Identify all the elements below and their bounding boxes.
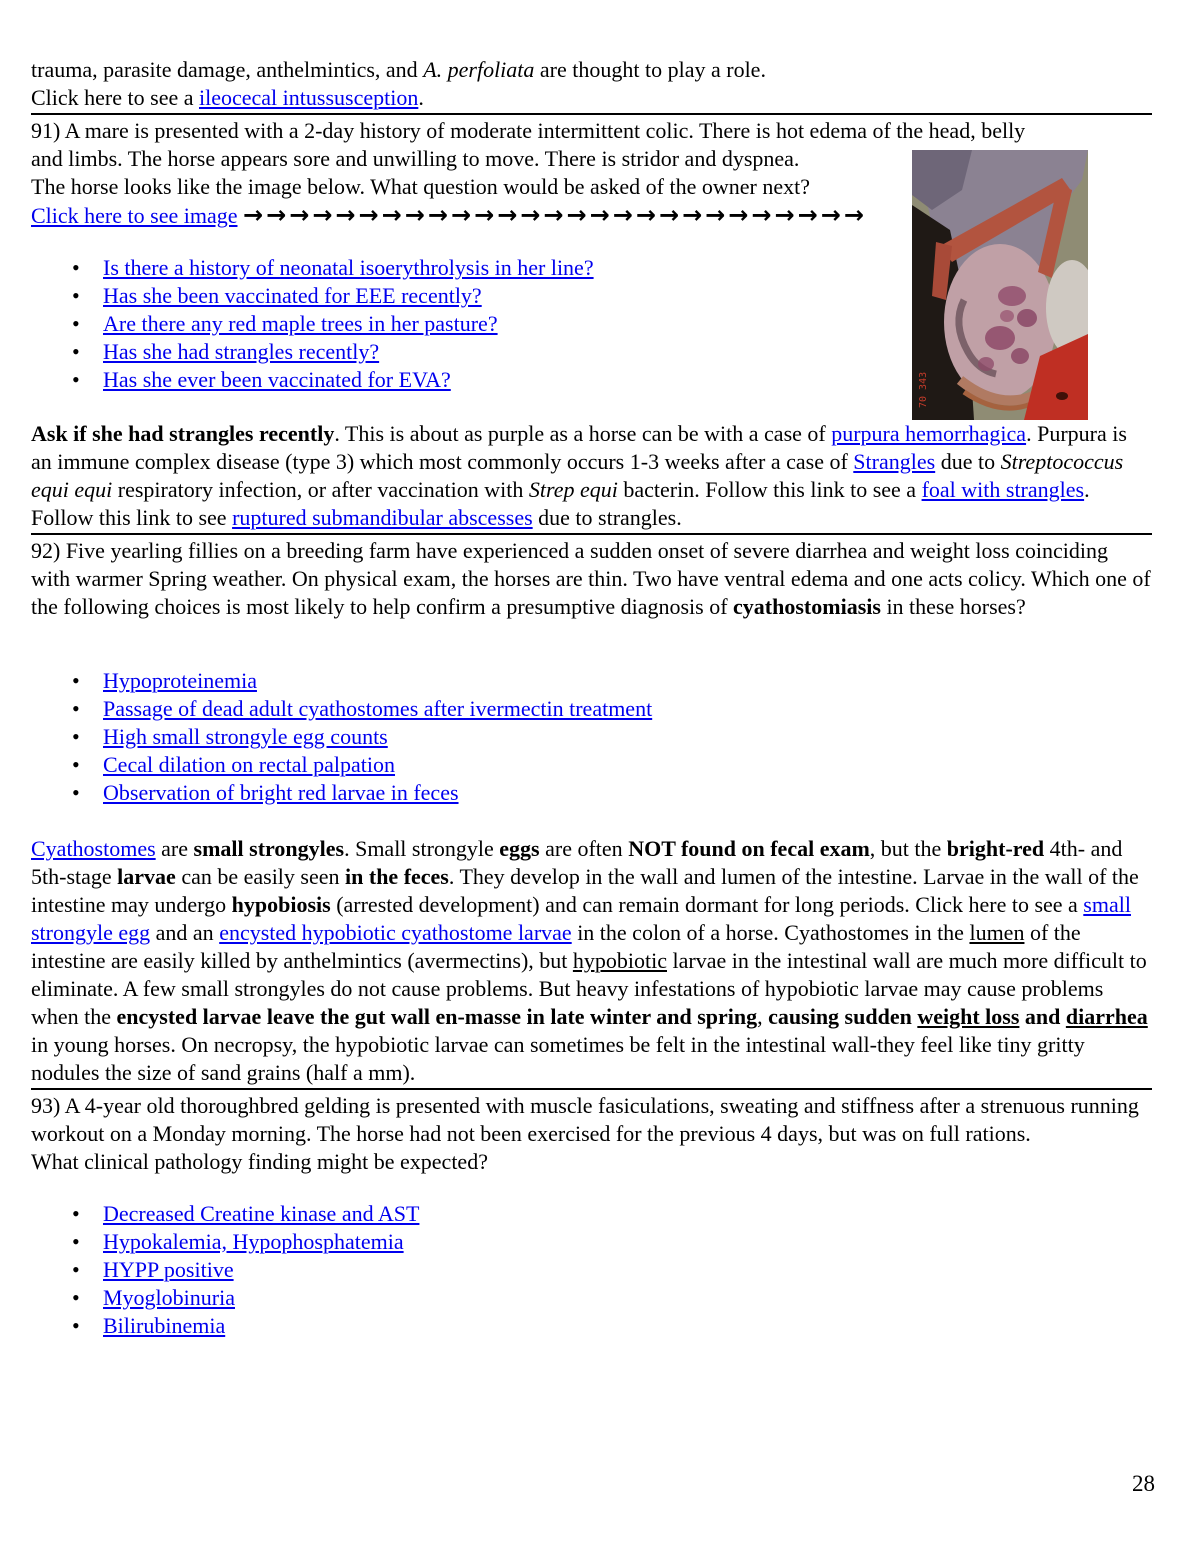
option-link-cecal-dilation[interactable]: Cecal dilation on rectal palpation	[103, 752, 396, 777]
text-run: larvae in the intestinal wall are much more difficult to eliminate. A few small strongyles do not cause problems. But heavy infestations of hypobiotic larvae may cause problems when the	[31, 948, 1147, 1029]
purpura-blotch	[1011, 348, 1029, 364]
answer-92-paragraph	[31, 835, 1152, 1087]
list-item	[70, 779, 1152, 807]
text-run: . They develop in the wall and lumen of the intestine. Larvae in the wall of the intestine may undergo	[31, 864, 1139, 917]
spacer	[31, 807, 1152, 835]
text-run: are	[155, 836, 194, 861]
question-93-text	[31, 1092, 1152, 1176]
text-run: Click here to see a	[31, 85, 199, 110]
section-divider	[31, 1088, 1152, 1090]
text-run: 93) A 4-year old thoroughbred gelding is presented with muscle fasiculations, sweating and stiffness after a strenuous running workout on a Monday morning. The horse had not been exercised for the previous 4 days, but was on full rations.	[31, 1093, 1139, 1146]
list-item	[70, 667, 1152, 695]
bold-run: bright-red	[946, 836, 1045, 861]
bold-run: eggs	[499, 836, 540, 861]
option-link-hypp-positive[interactable]: HYPP positive	[103, 1257, 234, 1282]
text-run: What clinical pathology finding might be expected?	[31, 1149, 488, 1174]
option-link-myoglobinuria[interactable]: Myoglobinuria	[103, 1285, 235, 1310]
text-run: can be easily seen	[175, 864, 346, 889]
bold-run: causing sudden	[768, 1004, 918, 1029]
list-item	[70, 1200, 1152, 1228]
bold-term-cyathostomiasis: cyathostomiasis	[733, 594, 881, 619]
text-run: bacterin. Follow this link to see a	[617, 477, 922, 502]
text-run: The horse looks like the image below. What question would be asked of the owner next?	[31, 174, 810, 199]
italic-species-name: Strep equi	[528, 477, 618, 502]
purpura-blotch	[998, 286, 1026, 306]
question-93-options	[31, 1200, 1152, 1340]
text-run: and limbs. The horse appears sore and unwilling to move. There is stridor and dyspnea.	[31, 146, 800, 171]
page-number: 28	[1132, 1471, 1155, 1496]
link-ruptured-submandibular-abscesses[interactable]: ruptured submandibular abscesses	[232, 505, 533, 530]
section-divider	[31, 533, 1152, 535]
purpura-blotch	[1017, 309, 1037, 327]
list-item	[70, 1312, 1152, 1340]
bold-underlined-diarrhea: diarrhea	[1065, 1004, 1148, 1029]
text-run: and an	[150, 920, 220, 945]
question-92-text	[31, 537, 1152, 621]
section-divider	[31, 113, 1152, 115]
bold-run: larvae	[117, 864, 176, 889]
text-run: trauma, parasite damage, anthelmintics, and	[31, 57, 424, 82]
text-run: in young horses. On necropsy, the hypobiotic larvae can sometimes be felt in the intestinal wall-they feel like tiny gritty nodules the size of sand grains (half a mm).	[31, 1032, 1085, 1085]
text-run: due to	[935, 449, 1001, 474]
list-item	[70, 751, 1152, 779]
text-run: . Purpura is an immune complex disease (type 3) which most commonly occurs 1-3 weeks after a case of	[31, 421, 1127, 474]
option-link-hypoproteinemia[interactable]: Hypoproteinemia	[103, 668, 257, 693]
list-item	[70, 723, 1152, 751]
spacer	[31, 621, 1152, 643]
link-small-strongyle-egg[interactable]: small strongyle egg	[31, 892, 1131, 945]
underlined-term-lumen: lumen	[969, 920, 1025, 945]
text-run: . Follow this link to see	[31, 477, 1090, 530]
link-cyathostomes[interactable]: Cyathostomes	[31, 836, 156, 861]
text-run: 91) A mare is presented with a 2-day history of moderate intermittent colic. There is hot edema of the head, belly	[31, 118, 1026, 143]
link-click-here-to-see-image[interactable]: Click here to see image	[31, 203, 238, 228]
option-link-bright-red-larvae[interactable]: Observation of bright red larvae in feces	[103, 780, 459, 805]
text-run: due to strangles.	[532, 505, 682, 530]
text-run: are often	[539, 836, 629, 861]
bold-run: in the feces	[345, 864, 449, 889]
sleeve-shadow-spot	[1056, 392, 1068, 400]
text-run: are thought to play a role.	[534, 57, 766, 82]
text-run: of the intestine are easily killed by anthelmintics (avermectins), but	[31, 920, 1081, 973]
option-link-hypokalemia[interactable]: Hypokalemia, Hypophosphatemia	[103, 1229, 404, 1254]
option-link-bilirubinemia[interactable]: Bilirubinemia	[103, 1313, 226, 1338]
list-item	[70, 1256, 1152, 1284]
bold-underlined-weight-loss: weight loss	[917, 1004, 1020, 1029]
arrow-trail-icon: →→→→→→→→→→→→→→→→→→→→→→→→→→→	[242, 201, 867, 229]
text-run: respiratory infection, or after vaccination with	[112, 477, 529, 502]
italic-species-name: Streptococcus equi equi	[31, 449, 1124, 502]
text-run: , but the	[869, 836, 947, 861]
option-link-eva-vaccinated[interactable]: Has she ever been vaccinated for EVA?	[103, 367, 451, 392]
option-link-neonatal-isoerythrolysis[interactable]: Is there a history of neonatal isoerythrolysis in her line?	[103, 255, 594, 280]
purpura-blotch	[978, 357, 994, 371]
option-link-eee-vaccinated[interactable]: Has she been vaccinated for EEE recently?	[103, 283, 482, 308]
text-run: in the colon of a horse. Cyathostomes in the	[571, 920, 970, 945]
list-item	[70, 695, 1152, 723]
purpura-blotch	[1000, 310, 1014, 322]
link-purpura-hemorrhagica[interactable]: purpura hemorrhagica	[831, 421, 1027, 446]
text-run: ,	[757, 1004, 769, 1029]
list-item	[70, 1228, 1152, 1256]
answer-bold-lead: Ask if she had strangles recently	[31, 421, 335, 446]
bold-run: encysted larvae leave the gut wall en-masse in late winter and spring	[116, 1004, 758, 1029]
photo-date-stamp: 70 343	[918, 371, 929, 408]
bold-run: and	[1019, 1004, 1066, 1029]
text-run: . Small strongyle	[344, 836, 500, 861]
option-link-decreased-ck-ast[interactable]: Decreased Creatine kinase and AST	[103, 1201, 420, 1226]
purpura-blotch	[985, 326, 1015, 350]
bold-run: small strongyles	[193, 836, 345, 861]
italic-species-name: A. perfoliata	[423, 57, 535, 82]
link-foal-with-strangles[interactable]: foal with strangles	[921, 477, 1085, 502]
answer-91-paragraph	[31, 420, 1152, 532]
option-link-high-egg-counts[interactable]: High small strongyle egg counts	[103, 724, 388, 749]
option-link-red-maple-trees[interactable]: Are there any red maple trees in her pasture?	[103, 311, 498, 336]
horse-purpura-photo	[912, 150, 1088, 420]
list-item	[70, 1284, 1152, 1312]
text-run: 4th- and 5th-stage	[31, 836, 1123, 889]
text-run: (arrested development) and can remain dormant for long periods. Click here to see a	[330, 892, 1084, 917]
option-link-dead-adult-cyathostomes[interactable]: Passage of dead adult cyathostomes after ivermectin treatment	[103, 696, 653, 721]
text-run: . This is about as purple as a horse can be with a case of	[334, 421, 832, 446]
underlined-term-hypobiotic: hypobiotic	[572, 948, 667, 973]
link-ileocecal-intussusception[interactable]: ileocecal intussusception	[199, 85, 419, 110]
bold-run: NOT found on fecal exam	[628, 836, 870, 861]
link-strangles[interactable]: Strangles	[853, 449, 936, 474]
question-92-options	[31, 667, 1152, 807]
bold-run: hypobiosis	[231, 892, 331, 917]
link-encysted-hypobiotic-larvae[interactable]: encysted hypobiotic cyathostome larvae	[219, 920, 572, 945]
text-run: 92) Five yearling fillies on a breeding farm have experienced a sudden onset of severe diarrhea and weight loss coinciding with warmer Spring weather. On physical exam, the horses are thin. Two have ventral edema and one acts colicy. Which one of the following choices is most likely to help confirm a presumptive diagnosis of	[31, 538, 1151, 619]
option-link-strangles-recently[interactable]: Has she had strangles recently?	[103, 339, 380, 364]
text-run: in these horses?	[880, 594, 1026, 619]
intro-paragraph	[31, 56, 1152, 112]
text-run: .	[418, 85, 424, 110]
